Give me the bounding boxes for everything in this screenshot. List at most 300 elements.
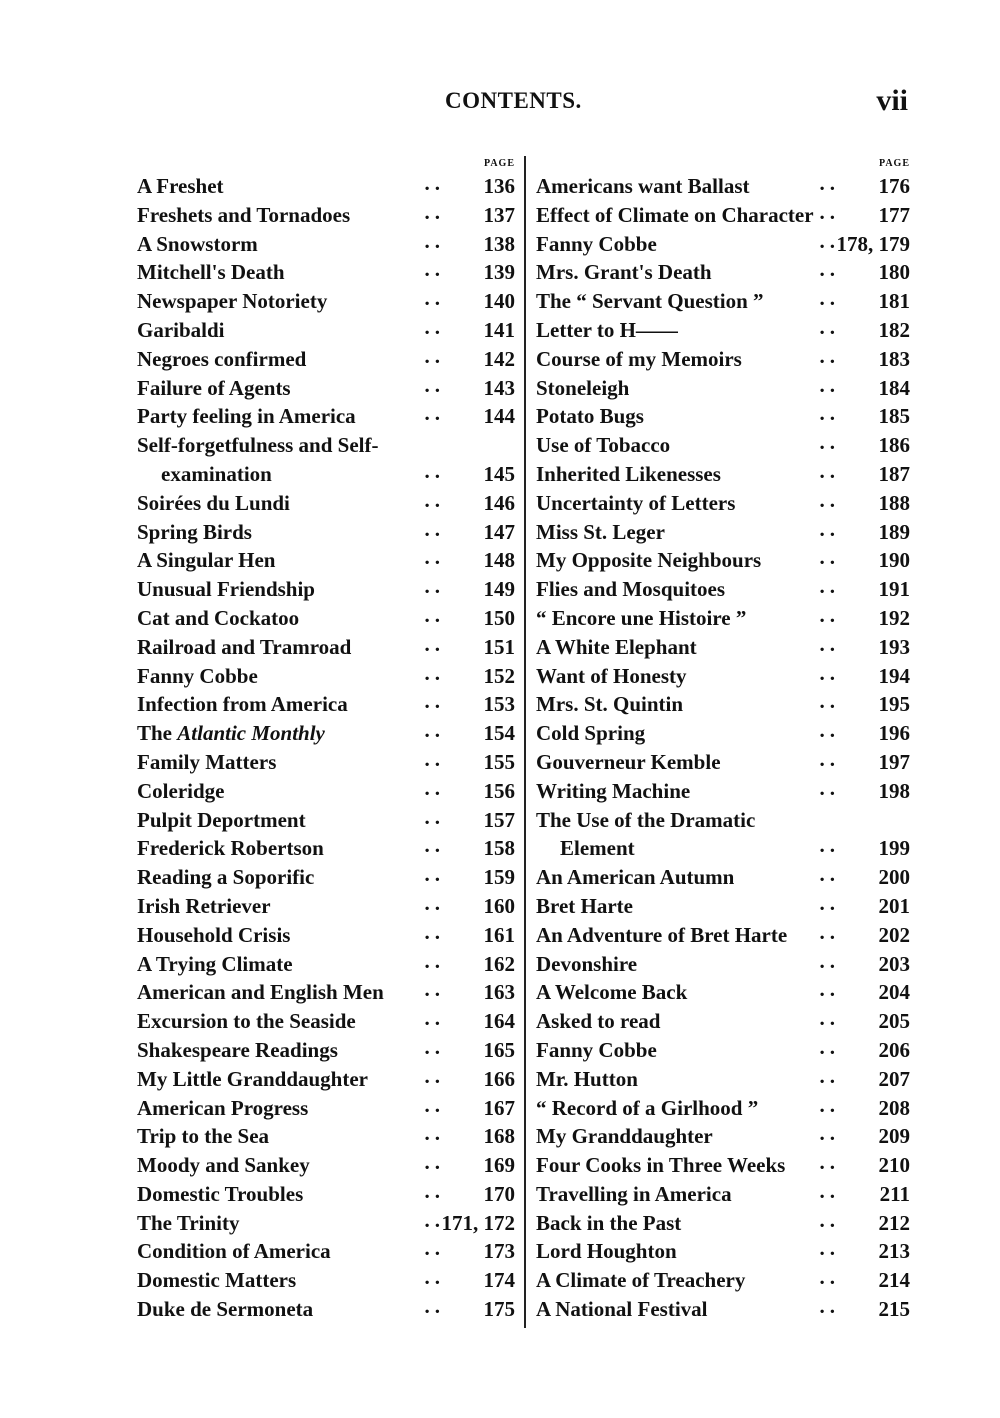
entry-title: Flies and Mosquitoes (536, 577, 726, 602)
leader-dots: .. (819, 430, 840, 455)
entry-title: Garibaldi (137, 317, 225, 342)
contents-entry (536, 892, 910, 921)
entry-page-number: 165 (483, 1037, 515, 1062)
contents-entry (536, 230, 910, 259)
entry-page-number: 170 (483, 1181, 515, 1206)
leader-dots: .. (819, 1236, 840, 1261)
entry-page-number: 195 (878, 692, 910, 717)
contents-entry (137, 316, 515, 345)
entry-title: Fanny Cobbe (137, 663, 258, 688)
leader-dots: .. (819, 746, 840, 771)
contents-entry (137, 1151, 515, 1180)
leader-dots: .. (424, 948, 445, 973)
leader-dots: .. (424, 1034, 445, 1059)
entry-title: Mrs. St. Quintin (536, 692, 684, 717)
contents-entry (137, 1036, 515, 1065)
entry-page-number: 157 (483, 807, 515, 832)
leader-dots: .. (819, 631, 840, 656)
contents-entry (536, 345, 910, 374)
entry-title: Domestic Troubles (137, 1181, 304, 1206)
entry-page-number: 183 (878, 346, 910, 371)
contents-entry (536, 460, 910, 489)
leader-dots: .. (424, 1121, 445, 1146)
entry-title: An Adventure of Bret Harte (536, 922, 788, 947)
entry-title-italic: Atlantic Monthly (177, 721, 325, 746)
contents-entry (137, 1094, 515, 1123)
entry-page-number: 143 (483, 375, 515, 400)
leader-dots: .. (424, 890, 445, 915)
entry-title: My Little Granddaughter (137, 1066, 368, 1091)
entry-page-number: 187 (878, 461, 910, 486)
contents-entry (137, 402, 515, 431)
leader-dots: .. (424, 718, 445, 743)
leader-dots: .. (819, 1063, 840, 1088)
leader-dots: .. (424, 1150, 445, 1175)
leader-dots: .. (424, 314, 445, 339)
entry-page-number: 191 (878, 577, 910, 602)
entry-title: The Use of the Dramatic (536, 807, 756, 832)
entry-title: Gouverneur Kemble (536, 749, 721, 774)
entry-page-number: 138 (483, 231, 515, 256)
contents-entry (536, 374, 910, 403)
entry-title: Railroad and Tramroad (137, 634, 352, 659)
leader-dots: .. (819, 487, 840, 512)
contents-entry (137, 201, 515, 230)
entry-page-number: 185 (878, 404, 910, 429)
page-header (0, 84, 1000, 128)
entry-title: My Opposite Neighbours (536, 548, 762, 573)
contents-entry (137, 748, 515, 777)
contents-entry (137, 460, 515, 489)
entry-title: Infection from America (137, 692, 348, 717)
entry-title: An American Autumn (536, 865, 735, 890)
entry-title: Unusual Friendship (137, 577, 315, 602)
entry-page-number: 175 (483, 1297, 515, 1322)
entry-title: Lord Houghton (536, 1239, 677, 1264)
entry-page-number: 180 (878, 260, 910, 285)
contents-entry (137, 1007, 515, 1036)
entry-title: Want of Honesty (536, 663, 687, 688)
leader-dots: .. (819, 545, 840, 570)
entry-title: Devonshire (536, 951, 638, 976)
contents-entry (536, 1295, 910, 1324)
contents-entry (536, 1065, 910, 1094)
entry-page-number: 168 (483, 1124, 515, 1149)
contents-entry (536, 201, 910, 230)
entry-page-number: 173 (483, 1239, 515, 1264)
entry-title: Newspaper Notoriety (137, 289, 328, 314)
entry-title: “ Record of a Girlhood ” (536, 1095, 759, 1120)
entry-title: Cat and Cockatoo (137, 605, 300, 630)
leader-dots: .. (424, 574, 445, 599)
entry-title: Freshets and Tornadoes (137, 202, 351, 227)
leader-dots: .. (424, 862, 445, 887)
entry-page-number: 209 (878, 1124, 910, 1149)
leader-dots: .. (424, 746, 445, 771)
entry-page-number: 148 (483, 548, 515, 573)
leader-dots: .. (819, 890, 840, 915)
entry-title: The Atlantic Monthly (137, 721, 325, 746)
entry-title: A Welcome Back (536, 980, 688, 1005)
entry-page-number: 202 (878, 922, 910, 947)
contents-entry (536, 1122, 910, 1151)
contents-entry (536, 690, 910, 719)
entry-title: Irish Retriever (137, 893, 271, 918)
entry-page-number: 188 (878, 490, 910, 515)
entry-page-number: 145 (483, 461, 515, 486)
leader-dots: .. (424, 660, 445, 685)
leader-dots: .. (424, 977, 445, 1002)
contents-entry (137, 921, 515, 950)
leader-dots: .. (819, 314, 840, 339)
entry-page-number: 167 (483, 1095, 515, 1120)
contents-entry (536, 575, 910, 604)
contents-entry (137, 978, 515, 1007)
entry-title: Mrs. Grant's Death (536, 260, 712, 285)
entry-page-number: 215 (878, 1297, 910, 1322)
leader-dots: .. (424, 286, 445, 311)
entry-title: Writing Machine (536, 778, 691, 803)
entry-title: Americans want Ballast (536, 174, 750, 198)
leader-dots: .. (819, 286, 840, 311)
contents-entry (137, 604, 515, 633)
entry-page-number: 139 (483, 260, 515, 285)
contents-entry (536, 1180, 910, 1209)
entry-page-number: 154 (483, 721, 515, 746)
leader-dots: .. (424, 487, 445, 512)
contents-entry (536, 604, 910, 633)
page-column-label: PAGE (483, 158, 515, 169)
contents-entry (137, 230, 515, 259)
leader-dots: .. (819, 833, 840, 858)
contents-entry (137, 662, 515, 691)
leader-dots: .. (819, 1265, 840, 1290)
entry-page-number: 159 (483, 865, 515, 890)
leader-dots: .. (424, 343, 445, 368)
contents-entry (137, 892, 515, 921)
entry-page-number: 211 (879, 1181, 910, 1206)
entry-page-number: 176 (878, 174, 910, 198)
contents-entry (536, 950, 910, 979)
entry-page-number: 178, 179 (836, 231, 910, 256)
entry-page-number: 189 (878, 519, 910, 544)
entry-page-number: 203 (878, 951, 910, 976)
leader-dots: .. (424, 516, 445, 541)
contents-entry (536, 431, 910, 460)
entry-page-number: 169 (483, 1153, 515, 1178)
page-title: CONTENTS. (445, 88, 582, 113)
leader-dots: .. (424, 257, 445, 282)
contents-entry (536, 1094, 910, 1123)
leader-dots: .. (424, 228, 445, 253)
entry-page-number: 155 (483, 749, 515, 774)
entry-title: Party feeling in America (137, 404, 356, 429)
entry-page-number: 153 (483, 692, 515, 717)
entry-page-number: 199 (878, 836, 910, 861)
contents-entry (137, 1065, 515, 1094)
entry-title: A Climate of Treachery (536, 1268, 746, 1293)
entry-title: Effect of Climate on Character (536, 202, 814, 227)
entry-title: Back in the Past (536, 1210, 682, 1235)
entry-page-number: 184 (878, 375, 910, 400)
leader-dots: .. (819, 1150, 840, 1175)
entry-page-number: 150 (483, 605, 515, 630)
entry-title: A National Festival (536, 1297, 708, 1322)
contents-entry (536, 748, 910, 777)
contents-entry (137, 806, 515, 835)
entry-page-number: 144 (483, 404, 515, 429)
contents-entry (536, 489, 910, 518)
entry-title: Bret Harte (536, 893, 633, 918)
entry-title: Frederick Robertson (137, 836, 324, 861)
leader-dots: .. (424, 545, 445, 570)
entry-title: Coleridge (137, 778, 225, 803)
entry-page-number: 146 (483, 490, 515, 515)
contents-entry (137, 172, 515, 201)
entry-title: Asked to read (536, 1009, 661, 1034)
contents-entry (536, 662, 910, 691)
leader-dots: .. (424, 1236, 445, 1261)
leader-dots: .. (819, 228, 840, 253)
entry-title: Duke de Sermoneta (137, 1297, 314, 1322)
contents-entry (536, 777, 910, 806)
contents-entry (137, 1122, 515, 1151)
contents-entry (536, 863, 910, 892)
entry-title: My Granddaughter (536, 1124, 713, 1149)
entry-title: Shakespeare Readings (137, 1037, 338, 1062)
contents-entry (536, 834, 910, 863)
contents-entry (137, 1180, 515, 1209)
entry-title: Inherited Likenesses (536, 461, 721, 486)
entry-page-number: 164 (483, 1009, 515, 1034)
entry-page-number: 207 (878, 1066, 910, 1091)
entry-page-number: 156 (483, 778, 515, 803)
entry-title: Travelling in America (536, 1181, 732, 1206)
entry-title: Reading a Soporific (137, 865, 315, 890)
leader-dots: .. (424, 1092, 445, 1117)
entry-page-number: 161 (483, 922, 515, 947)
contents-entry (536, 633, 910, 662)
entry-title: Moody and Sankey (137, 1153, 310, 1178)
entry-title: “ Encore une Histoire ” (536, 605, 747, 630)
entry-page-number: 197 (878, 749, 910, 774)
leader-dots: .. (819, 775, 840, 800)
contents-entry (536, 287, 910, 316)
entry-title: A Snowstorm (137, 231, 258, 256)
leader-dots: .. (819, 199, 840, 224)
entry-title: Element (560, 836, 635, 861)
contents-list-right (536, 172, 910, 1324)
leader-dots: .. (819, 1092, 840, 1117)
entry-page-number: 162 (483, 951, 515, 976)
leader-dots: .. (819, 1121, 840, 1146)
leader-dots: .. (424, 199, 445, 224)
contents-entry (536, 1266, 910, 1295)
leader-dots: .. (424, 631, 445, 656)
leader-dots: .. (819, 862, 840, 887)
contents-entry (137, 431, 515, 460)
entry-page-number: 152 (483, 663, 515, 688)
contents-entry (137, 374, 515, 403)
entry-title: Fanny Cobbe (536, 231, 657, 256)
entry-title: Domestic Matters (137, 1268, 297, 1293)
entry-title: A White Elephant (536, 634, 697, 659)
contents-entry (137, 546, 515, 575)
entry-title: Stoneleigh (536, 375, 630, 400)
entry-page-number: 181 (878, 289, 910, 314)
contents-entry (137, 287, 515, 316)
entry-title: A Trying Climate (137, 951, 293, 976)
entry-title: Self-forgetfulness and Self- (137, 433, 379, 458)
entry-title: Course of my Memoirs (536, 346, 742, 371)
contents-entry (536, 1209, 910, 1238)
contents-entry (536, 1151, 910, 1180)
entry-page-number: 198 (878, 778, 910, 803)
contents-entry (536, 1237, 910, 1266)
entry-title: American and English Men (137, 980, 384, 1005)
contents-entry (536, 258, 910, 287)
entry-title: Miss St. Leger (536, 519, 665, 544)
leader-dots: .. (819, 372, 840, 397)
entry-page-number: 149 (483, 577, 515, 602)
entry-page-number: 182 (878, 317, 910, 342)
entry-page-number: 193 (878, 634, 910, 659)
entry-title: Soirées du Lundi (137, 490, 290, 515)
entry-page-number: 158 (483, 836, 515, 861)
entry-title: Household Crisis (137, 922, 291, 947)
contents-entry (137, 1209, 515, 1238)
contents-entry (536, 172, 910, 201)
entry-title: Four Cooks in Three Weeks (536, 1153, 786, 1178)
contents-entry (536, 1036, 910, 1065)
entry-title: Uncertainty of Letters (536, 490, 736, 515)
leader-dots: .. (819, 689, 840, 714)
entry-page-number: 166 (483, 1066, 515, 1091)
entry-title: Negroes confirmed (137, 346, 307, 371)
contents-entry (536, 316, 910, 345)
entry-title: A Freshet (137, 174, 224, 198)
entry-page-number: 142 (483, 346, 515, 371)
contents-entry (536, 978, 910, 1007)
entry-page-number: 174 (483, 1268, 515, 1293)
leader-dots: .. (424, 171, 445, 195)
leader-dots: .. (424, 372, 445, 397)
leader-dots: .. (424, 775, 445, 800)
contents-entry (137, 719, 515, 748)
leader-dots: .. (819, 401, 840, 426)
entry-title: Cold Spring (536, 721, 646, 746)
entry-page-number: 204 (878, 980, 910, 1005)
entry-title: Family Matters (137, 749, 277, 774)
leader-dots: .. (819, 948, 840, 973)
entry-title: examination (161, 461, 272, 486)
entry-title: Mitchell's Death (137, 260, 285, 285)
leader-dots: .. (424, 1265, 445, 1290)
leader-dots: .. (424, 833, 445, 858)
entry-page-number: 201 (878, 893, 910, 918)
contents-entry (536, 546, 910, 575)
entry-title: Fanny Cobbe (536, 1037, 657, 1062)
leader-dots: .. (819, 1294, 840, 1319)
leader-dots: .. (424, 1063, 445, 1088)
entry-title: Spring Birds (137, 519, 252, 544)
entry-page-number: 208 (878, 1095, 910, 1120)
leader-dots: .. (819, 602, 840, 627)
leader-dots: .. (424, 401, 445, 426)
contents-entry (536, 402, 910, 431)
entry-page-number: 147 (483, 519, 515, 544)
entry-page-number: 210 (878, 1153, 910, 1178)
contents-entry (137, 1237, 515, 1266)
contents-entry (536, 806, 910, 835)
entry-page-number: 190 (878, 548, 910, 573)
entry-page-number: 194 (878, 663, 910, 688)
entry-page-number: 141 (483, 317, 515, 342)
leader-dots: .. (819, 458, 840, 483)
contents-entry (536, 921, 910, 950)
contents-entry (137, 863, 515, 892)
entry-title: Failure of Agents (137, 375, 291, 400)
entry-page-number: 196 (878, 721, 910, 746)
leader-dots: .. (424, 1006, 445, 1031)
leader-dots: .. (424, 1178, 445, 1203)
entry-page-number: 151 (483, 634, 515, 659)
leader-dots: .. (424, 804, 445, 829)
leader-dots: .. (424, 458, 445, 483)
entry-page-number: 214 (878, 1268, 910, 1293)
page-number: vii (876, 84, 908, 117)
entry-title: The “ Servant Question ” (536, 289, 764, 314)
contents-entry (137, 633, 515, 662)
entry-page-number: 200 (878, 865, 910, 890)
leader-dots: .. (819, 1207, 840, 1232)
contents-entry (137, 950, 515, 979)
entry-title: The Trinity (137, 1210, 240, 1235)
entry-page-number: 177 (878, 202, 910, 227)
entry-page-number: 140 (483, 289, 515, 314)
entry-page-number: 136 (483, 174, 515, 198)
entry-title: Potato Bugs (536, 404, 644, 429)
column-divider (524, 156, 526, 1328)
leader-dots: .. (819, 977, 840, 1002)
leader-dots: .. (424, 919, 445, 944)
leader-dots: .. (819, 343, 840, 368)
entry-page-number: 163 (483, 980, 515, 1005)
contents-entry (536, 1007, 910, 1036)
leader-dots: .. (819, 660, 840, 685)
leader-dots: .. (819, 574, 840, 599)
entry-page-number: 205 (878, 1009, 910, 1034)
leader-dots: .. (424, 689, 445, 714)
contents-entry (137, 489, 515, 518)
contents-entry (536, 719, 910, 748)
entry-page-number: 212 (878, 1210, 910, 1235)
contents-entry (137, 690, 515, 719)
leader-dots: .. (819, 1006, 840, 1031)
leader-dots: .. (819, 257, 840, 282)
entry-page-number: 192 (878, 605, 910, 630)
entry-title: American Progress (137, 1095, 309, 1120)
leader-dots: .. (424, 1207, 445, 1232)
entry-title: Mr. Hutton (536, 1066, 638, 1091)
contents-list-left (137, 172, 515, 1324)
contents-entry (536, 518, 910, 547)
contents-entry (137, 834, 515, 863)
contents-entry (137, 575, 515, 604)
contents-entry (137, 777, 515, 806)
leader-dots: .. (424, 1294, 445, 1319)
entry-title: Pulpit Deportment (137, 807, 306, 832)
